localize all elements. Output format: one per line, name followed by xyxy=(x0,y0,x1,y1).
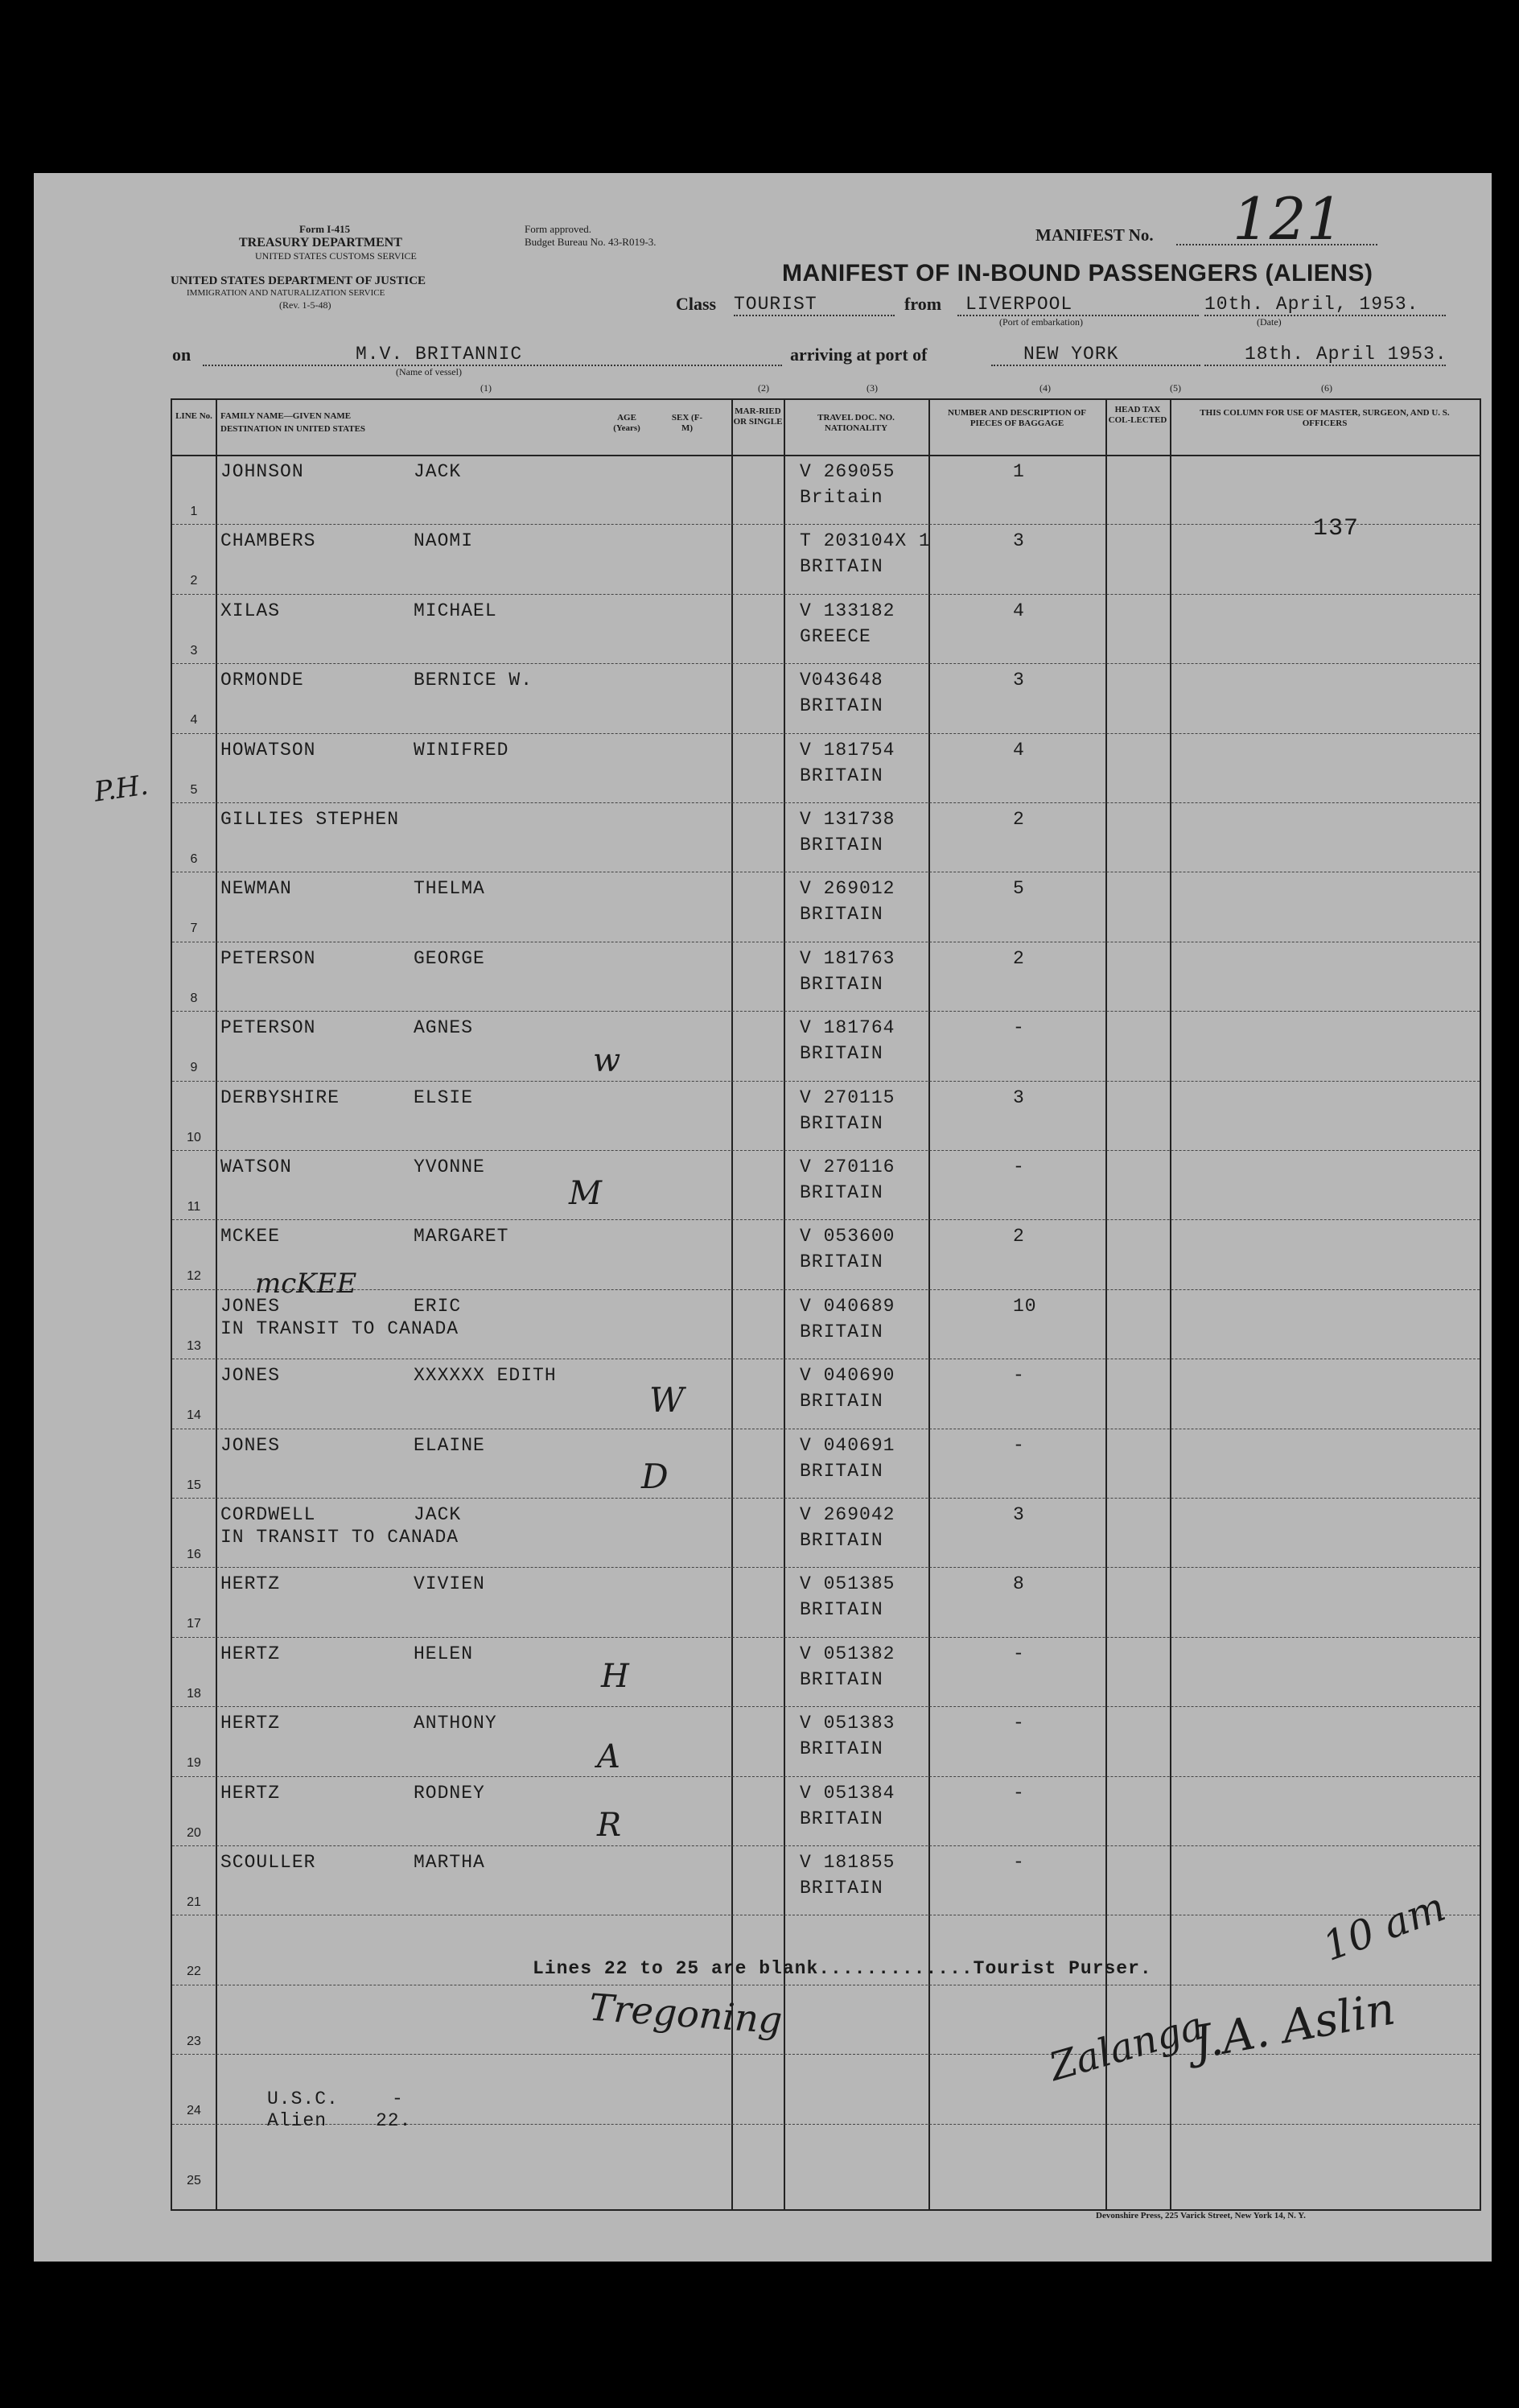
printer-imprint: Devonshire Press, 225 Varick Street, New York 14, N. Y. xyxy=(1096,2211,1306,2220)
revision: (Rev. 1-5-48) xyxy=(279,299,331,311)
line-number: 20 xyxy=(187,1825,201,1840)
given-name: THELMA xyxy=(414,878,485,900)
table-row xyxy=(172,1081,1480,1150)
initial-mark: w xyxy=(593,1042,621,1079)
nationality: BRITAIN xyxy=(800,1321,883,1342)
baggage-count: - xyxy=(1013,1782,1025,1804)
blank-lines-note: Lines 22 to 25 are blank.............Tourist Purser. xyxy=(533,1958,1152,1979)
table-row xyxy=(172,1150,1480,1219)
mckee-handwriting: mcKEE xyxy=(255,1268,357,1300)
family-name: HERTZ xyxy=(220,1573,281,1595)
travel-doc-number: V 181855 xyxy=(800,1852,895,1873)
line-number: 21 xyxy=(187,1895,201,1909)
given-name: ERIC xyxy=(414,1295,462,1317)
line-number: 3 xyxy=(190,643,198,658)
col-num-2: (2) xyxy=(758,382,769,394)
manifest-number: 121 xyxy=(1233,185,1344,253)
travel-doc-number: V 051384 xyxy=(800,1782,895,1804)
nationality: BRITAIN xyxy=(800,765,883,786)
baggage-count: 3 xyxy=(1013,670,1025,691)
family-name: HERTZ xyxy=(220,1713,281,1734)
nationality: BRITAIN xyxy=(800,835,883,856)
line-number: 25 xyxy=(187,2173,201,2187)
baggage-count: 8 xyxy=(1013,1573,1025,1595)
line-number: 2 xyxy=(190,574,198,588)
family-name: XILAS xyxy=(220,600,281,621)
table-row xyxy=(172,594,1480,663)
nationality: BRITAIN xyxy=(800,973,883,995)
table-row xyxy=(172,1429,1480,1498)
line-number: 9 xyxy=(190,1061,198,1075)
travel-doc-number: V 270116 xyxy=(800,1157,895,1177)
family-name: NEWMAN xyxy=(220,878,292,900)
baggage-count: 10 xyxy=(1013,1295,1037,1317)
family-name: PETERSON xyxy=(220,1017,316,1039)
travel-doc-number: V 131738 xyxy=(800,809,895,830)
given-name: ELSIE xyxy=(414,1086,474,1108)
col-num-3: (3) xyxy=(867,382,878,394)
nationality: BRITAIN xyxy=(800,1878,883,1899)
given-name: NAOMI xyxy=(414,530,474,552)
col-num-4: (4) xyxy=(1039,382,1051,394)
given-name: YVONNE xyxy=(414,1157,485,1177)
family-name: PETERSON xyxy=(220,947,316,969)
nationality: BRITAIN xyxy=(800,1738,883,1760)
given-name: ANTHONY xyxy=(414,1713,497,1734)
port-caption: (Port of embarkation) xyxy=(999,316,1083,328)
table-row xyxy=(172,1776,1480,1845)
travel-doc-number: V 051385 xyxy=(800,1573,895,1595)
family-name: HOWATSON xyxy=(220,739,316,761)
nationality: BRITAIN xyxy=(800,1599,883,1621)
header-baggage: NUMBER AND DESCRIPTION OF PIECES OF BAGGAGE xyxy=(947,408,1087,428)
baggage-count: 1 xyxy=(1013,461,1025,482)
baggage-count: - xyxy=(1013,1434,1025,1456)
family-name: CORDWELL xyxy=(220,1504,316,1525)
nationality: BRITAIN xyxy=(800,1808,883,1829)
class-value: TOURIST xyxy=(734,294,895,316)
table-row xyxy=(172,733,1480,802)
table-row xyxy=(172,455,1480,524)
passenger-table xyxy=(171,398,1481,2211)
header-age: AGE (Years) xyxy=(613,413,640,433)
treasury-dept: TREASURY DEPARTMENT xyxy=(239,236,402,249)
table-row xyxy=(172,1637,1480,1706)
from-label: from xyxy=(904,294,942,314)
initial-mark: D xyxy=(641,1457,669,1496)
travel-doc-number: V 040690 xyxy=(800,1365,895,1387)
destination-note: IN TRANSIT TO CANADA xyxy=(220,1317,459,1339)
purser-signature: Tregoning xyxy=(587,1985,784,2043)
given-name: VIVIEN xyxy=(414,1573,485,1595)
nationality: BRITAIN xyxy=(800,1182,883,1203)
baggage-count: 2 xyxy=(1013,1226,1025,1247)
budget-bureau: Budget Bureau No. 43-R019-3. xyxy=(525,236,657,248)
table-row xyxy=(172,1845,1480,1915)
vessel-name: M.V. BRITANNIC xyxy=(203,344,782,366)
baggage-count: - xyxy=(1013,1365,1025,1387)
header-head-tax: HEAD TAX COL-LECTED xyxy=(1108,405,1167,425)
vessel-caption: (Name of vessel) xyxy=(396,366,462,377)
line-number: 13 xyxy=(187,1338,201,1353)
on-label: on xyxy=(172,344,191,365)
baggage-count: - xyxy=(1013,1643,1025,1664)
table-row xyxy=(172,1219,1480,1289)
manifest-title: MANIFEST OF IN-BOUND PASSENGERS (ALIENS) xyxy=(782,260,1373,287)
right-signature: J.A. Aslin xyxy=(1189,1982,1399,2070)
manifest-label: MANIFEST No. xyxy=(1035,225,1154,245)
line-number: 5 xyxy=(190,782,198,797)
nationality: Britain xyxy=(800,487,883,508)
line-number: 15 xyxy=(187,1478,201,1492)
nationality: BRITAIN xyxy=(800,556,883,578)
baggage-count: - xyxy=(1013,1157,1025,1177)
class-label: Class xyxy=(676,294,717,314)
family-name: SCOULLER xyxy=(220,1852,316,1873)
initial-mark: H xyxy=(601,1658,629,1695)
family-name: JONES xyxy=(220,1365,281,1387)
alien-count: 22. xyxy=(376,2110,412,2131)
line-number: 18 xyxy=(187,1686,201,1701)
family-name: WATSON xyxy=(220,1157,292,1177)
officer-signature: Zalanga xyxy=(1044,2003,1209,2090)
baggage-count: 4 xyxy=(1013,739,1025,761)
travel-doc-number: V 051382 xyxy=(800,1643,895,1664)
travel-doc-number: V 181764 xyxy=(800,1017,895,1039)
family-name: JONES xyxy=(220,1434,281,1456)
header-travel-doc: TRAVEL DOC. NO. NATIONALITY xyxy=(817,413,895,433)
line-number: 1 xyxy=(190,505,198,518)
given-name: MICHAEL xyxy=(414,600,497,621)
line-number: 24 xyxy=(187,2104,201,2118)
initial-mark: W xyxy=(649,1380,685,1420)
time-note: 10 am xyxy=(1316,1882,1451,1971)
header-destination: DESTINATION IN UNITED STATES xyxy=(220,424,366,434)
usc-label: U.S.C. xyxy=(267,2088,339,2109)
table-row xyxy=(172,1011,1480,1080)
line-number: 6 xyxy=(190,852,198,866)
travel-doc-number: V 040691 xyxy=(800,1434,895,1456)
travel-doc-number: V 051383 xyxy=(800,1713,895,1734)
arrival-port: NEW YORK xyxy=(991,344,1200,366)
travel-doc-number: V 269012 xyxy=(800,878,895,900)
margin-note: P.H. xyxy=(92,769,150,809)
baggage-count: 3 xyxy=(1013,530,1025,552)
travel-doc-number: V 053600 xyxy=(800,1226,895,1247)
ins-service: IMMIGRATION AND NATURALIZATION SERVICE xyxy=(187,288,385,298)
travel-doc-number: T 203104X 1 xyxy=(800,530,931,552)
given-name: XXXXXX EDITH xyxy=(414,1365,557,1387)
line-number: 22 xyxy=(187,1965,201,1979)
table-row xyxy=(172,872,1480,941)
given-name: MARTHA xyxy=(414,1852,485,1873)
header-family: FAMILY NAME—GIVEN NAME xyxy=(220,411,352,421)
customs-service: UNITED STATES CUSTOMS SERVICE xyxy=(255,250,417,262)
line-number: 7 xyxy=(190,922,198,936)
family-name: HERTZ xyxy=(220,1643,281,1664)
initial-mark: A xyxy=(597,1738,620,1775)
arrival-date: 18th. April 1953. xyxy=(1204,344,1446,366)
family-name: JONES xyxy=(220,1295,281,1317)
baggage-count: - xyxy=(1013,1017,1025,1039)
travel-doc-number: V 269042 xyxy=(800,1504,895,1525)
line-number: 16 xyxy=(187,1548,201,1561)
nationality: BRITAIN xyxy=(800,904,883,926)
table-row xyxy=(172,1498,1480,1567)
line-number: 4 xyxy=(190,713,198,728)
travel-doc-number: V 269055 xyxy=(800,461,895,482)
nationality: GREECE xyxy=(800,625,871,647)
baggage-count: 4 xyxy=(1013,600,1025,621)
baggage-count: 2 xyxy=(1013,947,1025,969)
initial-mark: M xyxy=(569,1175,602,1212)
nationality: BRITAIN xyxy=(800,1043,883,1065)
line-number: 12 xyxy=(187,1269,201,1284)
baggage-count: 5 xyxy=(1013,878,1025,900)
table-row xyxy=(172,2124,1480,2193)
family-name: HERTZ xyxy=(220,1782,281,1804)
arriving-label: arriving at port of xyxy=(790,344,928,365)
header-officers: THIS COLUMN FOR USE OF MASTER, SURGEON, AND U. S. OFFICERS xyxy=(1200,408,1450,428)
table-row xyxy=(172,524,1480,593)
nationality: BRITAIN xyxy=(800,1112,883,1134)
from-value: LIVERPOOL xyxy=(957,294,1199,316)
baggage-count: 3 xyxy=(1013,1086,1025,1108)
family-name: MCKEE xyxy=(220,1226,281,1247)
line-number: 23 xyxy=(187,2034,201,2048)
baggage-count: 3 xyxy=(1013,1504,1025,1525)
justice-dept: UNITED STATES DEPARTMENT OF JUSTICE xyxy=(171,274,426,287)
header-married: MAR-RIED OR SINGLE xyxy=(733,406,783,427)
baggage-count: 2 xyxy=(1013,809,1025,830)
given-name: JACK xyxy=(414,1504,462,1525)
header-line-no: LINE No. xyxy=(175,411,212,421)
line-number: 11 xyxy=(187,1200,201,1214)
given-name: WINIFRED xyxy=(414,739,509,761)
travel-doc-number: V043648 xyxy=(800,670,883,691)
line-number: 8 xyxy=(190,991,198,1005)
nationality: BRITAIN xyxy=(800,695,883,717)
manifest-sheet xyxy=(34,173,1492,2262)
nationality: BRITAIN xyxy=(800,1530,883,1551)
usc-value: - xyxy=(392,2088,404,2109)
destination-note: IN TRANSIT TO CANADA xyxy=(220,1527,459,1548)
family-name: ORMONDE xyxy=(220,670,304,691)
given-name: GEORGE xyxy=(414,947,485,969)
baggage-count: - xyxy=(1013,1713,1025,1734)
table-row xyxy=(172,942,1480,1011)
table-row xyxy=(172,663,1480,732)
family-name: GILLIES STEPHEN xyxy=(220,809,400,830)
officer-mark: 137 xyxy=(1313,515,1360,542)
table-row xyxy=(172,1359,1480,1428)
nationality: BRITAIN xyxy=(800,1460,883,1482)
family-name: JOHNSON xyxy=(220,461,304,482)
travel-doc-number: V 133182 xyxy=(800,600,895,621)
line-number: 17 xyxy=(187,1617,201,1631)
col-num-6: (6) xyxy=(1321,382,1332,394)
family-name: DERBYSHIRE xyxy=(220,1086,340,1108)
travel-doc-number: V 181754 xyxy=(800,739,895,761)
nationality: BRITAIN xyxy=(800,1251,883,1273)
line-number: 19 xyxy=(187,1756,201,1771)
col-num-5: (5) xyxy=(1170,382,1181,394)
form-number: Form I-415 xyxy=(299,223,351,235)
table-row xyxy=(172,802,1480,872)
given-name: HELEN xyxy=(414,1643,474,1664)
family-name: CHAMBERS xyxy=(220,530,316,552)
col-num-1: (1) xyxy=(480,382,492,394)
table-row xyxy=(172,1567,1480,1636)
travel-doc-number: V 040689 xyxy=(800,1295,895,1317)
table-row xyxy=(172,2054,1480,2123)
line-number: 10 xyxy=(187,1130,201,1144)
table-row xyxy=(172,1289,1480,1359)
given-name: RODNEY xyxy=(414,1782,485,1804)
date-caption: (Date) xyxy=(1257,316,1282,328)
nationality: BRITAIN xyxy=(800,1668,883,1690)
given-name: AGNES xyxy=(414,1017,474,1039)
form-approved: Form approved. xyxy=(525,223,592,235)
travel-doc-number: V 270115 xyxy=(800,1086,895,1108)
table-row xyxy=(172,1706,1480,1775)
given-name: BERNICE W. xyxy=(414,670,533,691)
given-name: MARGARET xyxy=(414,1226,509,1247)
departure-date: 10th. April, 1953. xyxy=(1204,294,1446,316)
nationality: BRITAIN xyxy=(800,1391,883,1412)
line-number: 14 xyxy=(187,1408,201,1423)
travel-doc-number: V 181763 xyxy=(800,947,895,969)
header-sex: SEX (F-M) xyxy=(671,413,703,433)
given-name: JACK xyxy=(414,461,462,482)
initial-mark: R xyxy=(597,1807,622,1844)
given-name: ELAINE xyxy=(414,1434,485,1456)
baggage-count: - xyxy=(1013,1852,1025,1873)
alien-label: Alien xyxy=(267,2110,327,2131)
